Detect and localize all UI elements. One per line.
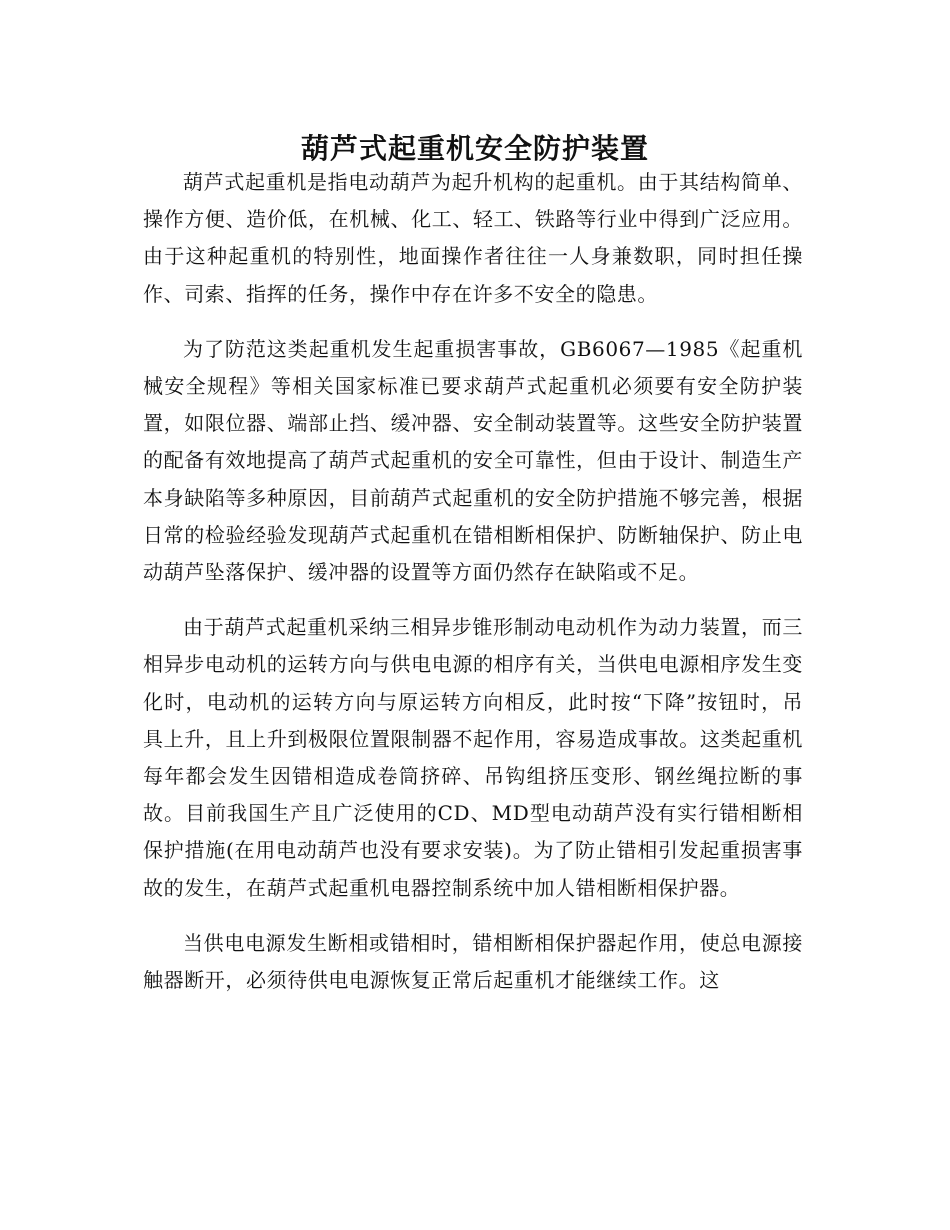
paragraph-3: 由于葫芦式起重机采纳三相异步锥形制动电动机作为动力装置，而三相异步电动机的运转方向与供电电源的相序有关，当供电电源相序发生变化时，电动机的运转方向与原运转方向相反，此时按“下降”按钮时，吊具上升，且上升到极限位置限制器不起作用，容易造成事故。这类起重机每年都会发生因错相造成卷筒挤碎、吊钩组挤压变形、钢丝绳拉断的事故。目前我国生产且广泛使用的CD、MD型电动葫芦没有实行错相断相保护措施(在用电动葫芦也没有要求安装)。为了防止错相引发起重损害事故的发生，在葫芦式起重机电器控制系统中加人错相断相保护器。 (143, 615, 803, 900)
paragraph-4: 当供电电源发生断相或错相时，错相断相保护器起作用，使总电源接触器断开，必须待供电电源恢复正常后起重机才能继续工作。这 (143, 930, 803, 993)
document-body (143, 164, 803, 1017)
paragraph-1: 葫芦式起重机是指电动葫芦为起升机构的起重机。由于其结构简单、操作方便、造价低，在机械、化工、轻工、铁路等行业中得到广泛应用。由于这种起重机的特别性，地面操作者往往一人身兼数职，同时担任操作、司索、指挥的任务，操作中存在许多不安全的隐患。 (143, 170, 803, 306)
document-title: 葫芦式起重机安全防护装置 (300, 131, 649, 165)
paragraph-2: 为了防范这类起重机发生起重损害事故，GB6067—1985《起重机械安全规程》等相关国家标准已要求葫芦式起重机必须要有安全防护装置，如限位器、端部止挡、缓冲器、安全制动装置等。这些安全防护装置的配备有效地提高了葫芦式起重机的安全可靠性，但由于设计、制造生产本身缺陷等多种原因，目前葫芦式起重机的安全防护措施不够完善，根据日常的检验经验发现葫芦式起重机在错相断相保护、防断轴保护、防止电动葫芦坠落保护、缓冲器的设置等方面仍然存在缺陷或不足。 (143, 336, 803, 585)
